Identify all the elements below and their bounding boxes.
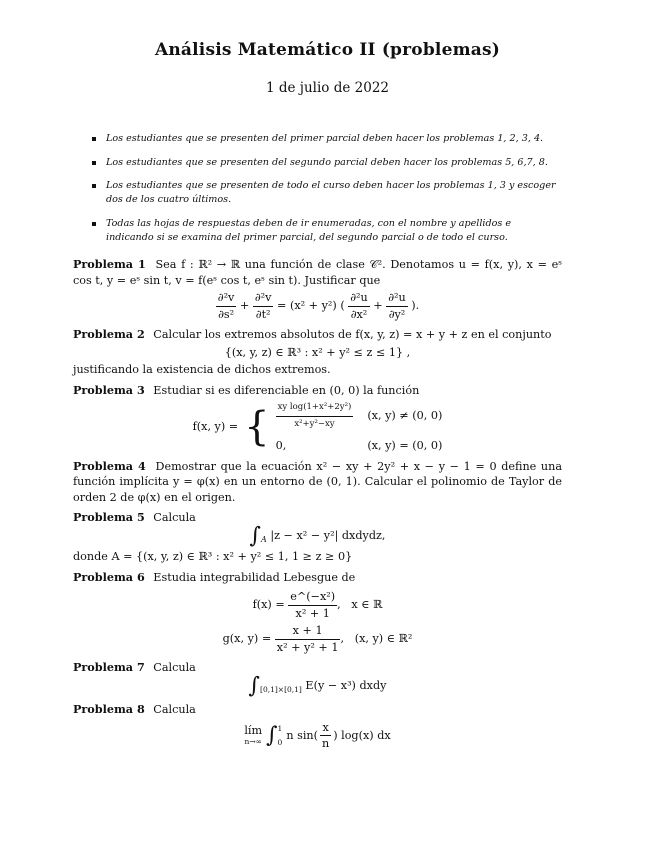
problem-label: Problema 2: [73, 327, 145, 341]
instructions-list: [90, 132, 560, 254]
problem-7: [73, 660, 562, 697]
fraction: $\frac{\text{∂²v}}{\text{∂s²}}$: [217, 291, 235, 321]
problem-label: Problema 8: [73, 702, 145, 717]
problem-text: Calcular los extremos absolutos de f(x, y, z) = x + y + z en el conjunto: [153, 328, 552, 341]
problem-1: [73, 257, 562, 322]
instruction-item: Todas las hojas de respuestas deben de ir enumeradas, con el nombre y apellidos e indicando si se examina del primer parcial, del segundo parcial o de todo el curso.: [90, 217, 560, 245]
integral-sign-icon: ∫: [266, 723, 278, 749]
problem-text: Demostrar que la ecuación x² − xy + 2y² + x − y − 1 = 0 define una función implícita y = φ(x) en un entorno de (0, 1). Calcular el polinomio de Taylor de orden 2 de φ(x) en el origen.: [73, 459, 563, 504]
problem-3: [73, 383, 562, 454]
integral-sign-icon: ∫: [249, 522, 261, 548]
instruction-item: Los estudiantes que se presenten de todo el curso deben hacer los problemas 1, 3 y escoger dos de los cuatro últimos.: [90, 179, 560, 207]
instruction-item: Los estudiantes que se presenten del primer parcial deben hacer los problemas 1, 2, 3, 4.: [90, 132, 560, 146]
problem-2: [73, 327, 562, 378]
problem-1-equation: $\frac{\text{∂²v}}{\text{∂s²}}$ + $\frac{\text{∂²v}}{\text{∂t²}}$ = (x² + y²) ( $\frac{\text{∂²u}}{\text{∂x²}}$ + $\frac{\text{∂²u}}{\text{∂y²}}$ ).: [217, 291, 420, 321]
integral-sign-icon: ∫: [248, 672, 261, 698]
problem-6-g: g(x, y) = $\frac{x + 1}{\text{x² + y² + 1}}$ , (x, y) ∈ ℝ²: [222, 624, 413, 654]
instruction-item: Los estudiantes que se presenten del segundo parcial deben hacer los problemas 5, 6,7, 8.: [90, 156, 560, 170]
problem-label: Problema 7: [73, 660, 145, 675]
problem-text: Calcula: [153, 511, 196, 524]
problem-3-piecewise: f(x, y) = { $\frac{\text{xy log(1+x²+2y²)}}{\text{x²+y²−xy}}$ (x, y) ≠ (0, 0) 0, (x, y) = (0, 0): [192, 402, 443, 452]
problem-text: donde A = {(x, y, z) ∈ ℝ³ : x² + y² ≤ 1, 1 ≥ z ≥ 0}: [73, 550, 353, 564]
fraction: $\frac{\text{∂²v}}{\text{∂t²}}$: [254, 291, 272, 321]
problem-6: [73, 570, 562, 656]
problem-text: Estudiar si es diferenciable en (0, 0) la función: [153, 383, 420, 397]
problem-label: Problema 1: [73, 257, 146, 271]
problem-8: [73, 702, 562, 752]
fraction: $\frac{x}{n}$: [321, 720, 330, 751]
problem-label: Problema 4: [73, 458, 146, 473]
problem-label: Problema 6: [73, 569, 145, 584]
problem-label: Problema 5: [73, 510, 145, 524]
fraction: $\frac{\text{∂²u}}{\text{∂x²}}$: [350, 291, 368, 321]
problem-4: [73, 459, 562, 506]
brace-icon: {: [244, 403, 270, 450]
problem-2-set: {(x, y, z) ∈ ℝ³ : x² + y² ≤ z ≤ 1} ,: [224, 345, 411, 359]
problem-text: justificando la existencia de dichos extremos.: [73, 363, 331, 376]
problems-section: [73, 252, 562, 754]
problem-8-limit: lím n→∞ ∫ 1 0 n sin( $\frac{x}{n}$ ) log(x) dx: [244, 720, 391, 751]
page-title: Análisis Matemático II (problemas): [154, 40, 501, 60]
problem-5: [73, 510, 562, 565]
exam-date: 1 de julio de 2022: [265, 80, 390, 96]
problem-5-integral: $\int_A$ |z − x² − y²| dxdydz,: [249, 522, 386, 548]
fraction: $\frac{\text{e\textasciicircum{}(−x²)}}{\text{x² + 1}}$: [290, 590, 336, 620]
problem-label: Problema 3: [73, 382, 145, 397]
problem-text: Calcula: [153, 661, 196, 675]
fraction: $\frac{\text{xy log(1+x²+2y²)}}{\text{x²+y²−xy}}$: [277, 402, 352, 429]
problem-text: Sea f : ℝ² → ℝ una función de clase 𝒞². Denotamos u = f(x, y), x = eˢ cos t, y = eˢ sin t, v = f(eˢ cos t, eˢ sin t). Justificar que: [73, 258, 562, 287]
problem-6-f: f(x) = $\frac{\text{e\textasciicircum{}(−x²)}}{\text{x² + 1}}$ , x ∈ ℝ: [252, 590, 383, 620]
problem-text: Calcula: [153, 703, 196, 717]
problem-text: Estudia integrabilidad Lebesgue de: [153, 570, 356, 584]
fraction: $\frac{\text{∂²u}}{\text{∂y²}}$: [388, 291, 406, 321]
problem-7-integral: $\int_{[0,1]\times[0,1]}$ E(y − x³) dxdy: [248, 672, 387, 698]
fraction: $\frac{x + 1}{\text{x² + y² + 1}}$: [276, 624, 339, 654]
